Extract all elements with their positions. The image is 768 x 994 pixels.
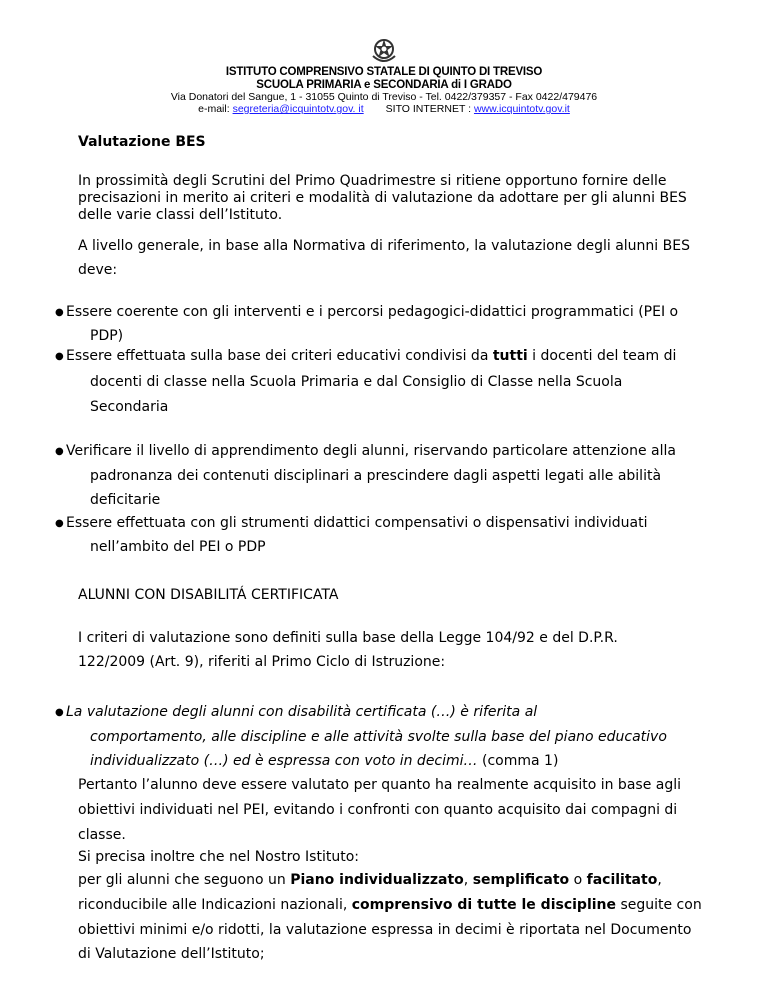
school-name: ISTITUTO COMPRENSIVO STATALE DI QUINTO DI TREVISO — [225, 66, 543, 78]
website-link[interactable]: www.icquintotv.gov.it — [473, 103, 570, 115]
bullet-3-line-1: Verificare il livello di apprendimento degli alunni, riservando particolare attenzione alla — [66, 443, 676, 459]
pertanto-line-2: obiettivi individuati nel PEI, evitando i confronti con quanto acquisito dai compagni di — [78, 802, 678, 818]
pertanto-line-1: Pertanto l’alunno deve essere valutato per quanto ha realmente acquisito in base agli — [78, 777, 682, 793]
bullet-4-line-2: nell’ambito del PEI o PDP — [90, 539, 266, 555]
school-type: SCUOLA PRIMARIA e SECONDARIA di I GRADO — [256, 79, 512, 91]
bullet-5-line-2: comportamento, alle discipline e alle attività svolte sulla base del piano educativo — [90, 729, 667, 745]
bullet-5-line-1: La valutazione degli alunni con disabilità certificata (…) è riferita al — [66, 704, 538, 720]
school-contacts — [0, 103, 768, 115]
section-heading: ALUNNI CON DISABILITÁ CERTIFICATA — [78, 587, 339, 603]
bullet-icon: ● — [55, 446, 64, 457]
intro-line-3: delle varie classi dell’Istituto. — [78, 207, 283, 223]
email-label: e-mail: — [198, 103, 233, 115]
precisa-line: Si precisa inoltre che nel Nostro Istituto: — [78, 849, 359, 865]
plan-line-3: obiettivi minimi e/o ridotti, la valutazione espressa in decimi è riportata nel Documento — [78, 922, 692, 938]
bullet-icon: ● — [55, 707, 64, 718]
site-label: SITO INTERNET : — [385, 103, 474, 115]
bullet-1-line-2: PDP) — [90, 328, 124, 344]
bullet-icon: ● — [55, 518, 64, 529]
pertanto-line-3: classe. — [78, 827, 126, 843]
bullet-2-line-3: Secondaria — [90, 399, 169, 415]
bullet-3-line-3: deficitarie — [90, 492, 161, 508]
criteria-line-2: 122/2009 (Art. 9), riferiti al Primo Ciclo di Istruzione: — [78, 654, 446, 670]
plan-line-4: di Valutazione dell’Istituto; — [78, 946, 265, 962]
plan-line-1: per gli alunni che seguono un Piano individualizzato, semplificato o facilitato, — [78, 872, 662, 888]
intro-line-2: precisazioni in merito ai criteri e modalità di valutazione da adottare per gli alunni BES — [78, 190, 687, 206]
document-title: Valutazione BES — [78, 134, 206, 150]
bullet-icon: ● — [55, 351, 64, 362]
bullet-2-line-1: Essere effettuata sulla base dei criteri educativi condivisi da tutti i docenti del team di — [66, 348, 677, 364]
general-line-2: deve: — [78, 262, 118, 278]
email-link[interactable]: segreteria@icquintotv.gov. it — [232, 103, 364, 115]
general-line-1: A livello generale, in base alla Normativa di riferimento, la valutazione degli alunni BES — [78, 238, 690, 254]
bullet-3-line-2: padronanza dei contenuti disciplinari a prescindere dagli aspetti legati alle abilità — [90, 468, 662, 484]
bullet-4-line-1: Essere effettuata con gli strumenti didattici compensativi o dispensativi individuati — [66, 515, 648, 531]
bullet-2-line-2: docenti di classe nella Scuola Primaria e dal Consiglio di Classe nella Scuola — [90, 374, 623, 390]
bullet-1-line-1: Essere coerente con gli interventi e i percorsi pedagogici-didattici programmatici (PEI o — [66, 304, 679, 320]
criteria-line-1: I criteri di valutazione sono definiti sulla base della Legge 104/92 e del D.P.R. — [78, 630, 618, 646]
bullet-5-line-3: individualizzato (…) ed è espressa con voto in decimi… (comma 1) — [90, 753, 559, 769]
school-address: Via Donatori del Sangue, 1 - 31055 Quinto di Treviso - Tel. 0422/379357 - Fax 0422/479476 — [170, 91, 598, 103]
plan-line-2: riconducibile alle Indicazioni nazionali, comprensivo di tutte le discipline seguite con — [78, 897, 702, 913]
italian-republic-emblem-icon — [369, 36, 399, 64]
intro-line-1: In prossimità degli Scrutini del Primo Quadrimestre si ritiene opportuno fornire delle — [78, 173, 667, 189]
bullet-icon: ● — [55, 307, 64, 318]
